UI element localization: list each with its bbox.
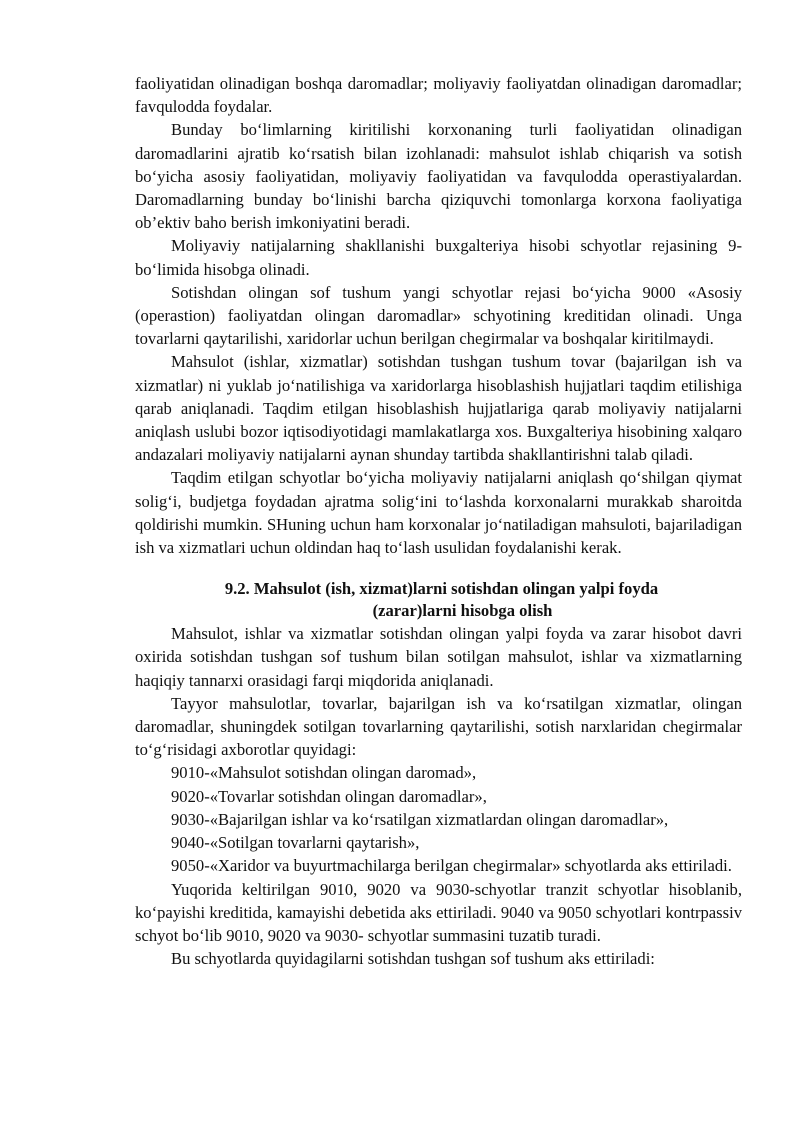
paragraph: Mahsulot (ishlar, xizmatlar) sotishdan tushgan tushum tovar (bajarilgan ish va xizmatlar) ni yuklab jo‘natilishiga va xaridorlarga hisoblashish hujjatlari taqdim etilishiga qarab aniqlanadi. Taqdim etilgan hisoblashish hujjatlariga qarab moliyaviy natijalarni aniqlash uslubi bozor iqtisodiyotidagi mamlakatlarga xos. Buxgalteriya hisobining xalqaro andazalari moliyaviy natijalarni aynan shunday tartibda shakllantirishni talab qiladi. xyxy=(135,352,742,465)
account-list-item: 9040-«Sotilgan tovarlarni qaytarish», xyxy=(171,833,420,853)
paragraph: Mahsulot, ishlar va xizmatlar sotishdan olingan yalpi foyda va zarar hisobot davri oxirida sotishdan tushgan sof tushum bilan sotilgan mahsulot, ishlar va xizmatlarning haqiqiy tannarxi orasidagi farqi miqdorida aniqlanadi. xyxy=(135,624,742,690)
account-list-item: 9030-«Bajarilgan ishlar va ko‘rsatilgan xizmatlardan olingan daromadlar», xyxy=(171,809,669,829)
account-list-item: 9010-«Mahsulot sotishdan olingan daromad», xyxy=(171,763,477,783)
section-heading xyxy=(135,578,742,622)
account-list-item: 9020-«Tovarlar sotishdan olingan daromadlar», xyxy=(171,786,487,806)
paragraph: Bu schyotlarda quyidagilarni sotishdan tushgan sof tushum aks ettiriladi: xyxy=(171,949,655,969)
section-heading-line: (zarar)larni hisobga olish xyxy=(372,601,553,621)
section-heading-line: 9.2. Mahsulot (ish, xizmat)larni sotishdan olingan yalpi foyda xyxy=(224,579,659,599)
account-list-item: 9050-«Xaridor va buyurtmachilarga berilgan chegirmalar» schyotlarda aks ettiriladi. xyxy=(171,856,732,876)
document-page xyxy=(135,72,742,970)
paragraph: Bunday bo‘limlarning kiritilishi korxonaning turli faoliyatidan olinadigan daromadlarini ajratib ko‘rsatish bilan izohlanadi: mahsulot ishlab chiqarish va sotish bo‘yicha asosiy faoliyatidan, moliyaviy faoliyatidan va favqulodda operastiyalardan. Daromadlarning bunday bo‘linishi barcha qiziquvchi tomonlarga korxona faoliyatiga ob’ektiv baho berish imkoniyatini beradi. xyxy=(135,120,742,233)
paragraph: Taqdim etilgan schyotlar bo‘yicha moliyaviy natijalarni aniqlash qo‘shilgan qiymat solig‘i, budjetga foydadan ajratma solig‘ini to‘lashda korxonalarni murakkab sharoitda qoldirishi mumkin. SHuning uchun ham korxonalar jo‘natiladigan mahsuloti, bajariladigan ish va xizmatlari uchun oldindan haq to‘lash usulidan foydalanishi kerak. xyxy=(135,468,742,558)
paragraph: Moliyaviy natijalarning shakllanishi buxgalteriya hisobi schyotlar rejasining 9- bo‘limida hisobga olinadi. xyxy=(135,236,742,279)
paragraph: Tayyor mahsulotlar, tovarlar, bajarilgan ish va ko‘rsatilgan xizmatlar, olingan daromadlar, shuningdek sotilgan tovarlarning qaytarilishi, sotish narxlaridan chegirmalar to‘g‘risidagi axborotlar quyidagi: xyxy=(135,693,742,760)
paragraph: Yuqorida keltirilgan 9010, 9020 va 9030-schyotlar tranzit schyotlar hisoblanib, ko‘payishi kreditida, kamayishi debetida aks ettiriladi. 9040 va 9050 schyotlari kontrpassiv schyot bo‘lib 9010, 9020 va 9030- schyotlar summasini tuzatib turadi. xyxy=(135,879,742,945)
paragraph: Sotishdan olingan sof tushum yangi schyotlar rejasi bo‘yicha 9000 «Asosiy (operastion) faoliyatdan olingan daromadlar» schyotining kreditidan olinadi. Unga tovarlarni qaytarilishi, xaridorlar uchun berilgan chegirmalar va boshqalar kiritilmaydi. xyxy=(135,282,742,349)
paragraph: faoliyatidan olinadigan boshqa daromadlar; moliyaviy faoliyatdan olinadigan daromadlar; favqulodda foydalar. xyxy=(135,74,742,117)
